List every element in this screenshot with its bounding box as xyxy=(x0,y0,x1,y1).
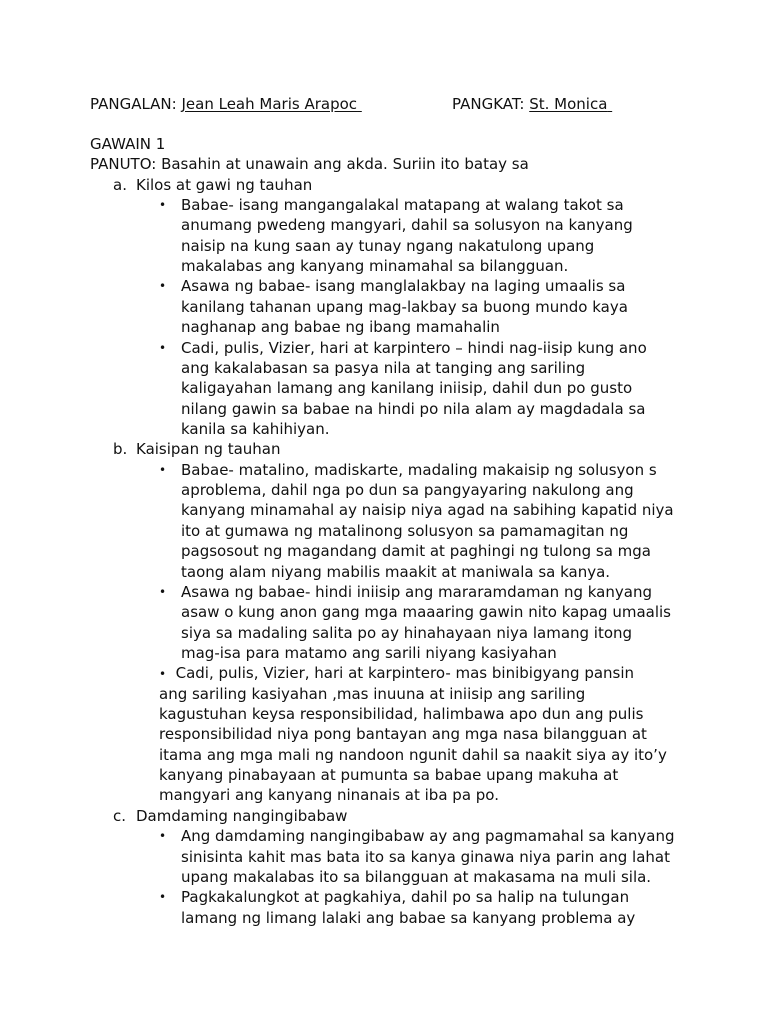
section-marker-a: a. xyxy=(113,176,127,194)
section-b-item-3-line-1-text: Cadi, pulis, Vizier, hari at karpintero- mas binibigyang pansin xyxy=(175,664,635,682)
section-c-item-2-line-2: lamang ng limang lalaki ang babae sa kanyang problema ay xyxy=(181,909,636,927)
group-label: PANGKAT: xyxy=(452,95,525,113)
section-a-item-1-line-4: makalabas ang kanyang minamahal sa bilangguan. xyxy=(181,257,569,275)
name-value: Jean Leah Maris Arapoc xyxy=(181,95,358,113)
section-c-item-1-line-2: sinisinta kahit mas bata ito sa kanya ginawa niya parin ang lahat xyxy=(181,848,670,866)
bullet-icon: • xyxy=(159,279,167,293)
section-a-item-3-line-1: Cadi, pulis, Vizier, hari at karpintero – hindi nag-iisip kung ano xyxy=(181,339,647,357)
name-field xyxy=(90,94,362,114)
bullet-icon: • xyxy=(159,463,167,477)
section-b-item-3-line-5: itama ang mga mali ng nandoon ngunit dahil sa naakit siya ay ito’y xyxy=(159,746,667,764)
section-marker-c: c. xyxy=(113,807,127,825)
bullet-icon: • xyxy=(159,829,167,843)
section-b-item-2-line-3: siya sa madaling salita po ay hinahayaan niya lamang itong xyxy=(181,624,633,642)
bullet-icon: • xyxy=(159,667,167,681)
section-a-item-2-line-2: kanilang tahanan upang mag-lakbay sa buong mundo kaya xyxy=(181,298,628,316)
bullet-icon: • xyxy=(159,341,167,355)
section-heading-c: Damdaming nangingibabaw xyxy=(136,807,348,825)
name-label: PANGALAN: xyxy=(90,95,177,113)
section-a-item-3-line-5: kanila sa kahihiyan. xyxy=(181,420,330,438)
section-a-item-1-line-1: Babae- isang mangangalakal matapang at walang takot sa xyxy=(181,196,624,214)
section-a-item-1-line-3: naisip na kung saan ay tunay ngang nakatulong upang xyxy=(181,237,595,255)
bullet-icon: • xyxy=(159,890,167,904)
section-b-item-1-line-5: pagsosout ng magandang damit at paghingi ng tulong sa mga xyxy=(181,542,651,560)
section-b-item-1-line-6: taong alam niyang mabilis maakit at maniwala sa kanya. xyxy=(181,563,611,581)
group-value: St. Monica xyxy=(529,95,608,113)
section-c-item-1-line-1: Ang damdaming nangingibabaw ay ang pagmamahal sa kanyang xyxy=(181,827,675,845)
group-field xyxy=(452,94,612,114)
bullet-icon: • xyxy=(159,198,167,212)
bullet-icon: • xyxy=(159,585,167,599)
section-b-item-3-line-7: mangyari ang kanyang ninanais at iba pa po. xyxy=(159,786,499,804)
section-b-item-3-line-2: ang sariling kasiyahan ,mas inuuna at iniisip ang sariling xyxy=(159,685,586,703)
section-b-item-3-line-1 xyxy=(159,663,634,684)
section-c-item-1-line-3: upang makalabas ito sa bilangguan at makasama na muli sila. xyxy=(181,868,652,886)
section-b-item-2-line-1: Asawa ng babae- hindi iniisip ang mararamdaman ng kanyang xyxy=(181,583,652,601)
section-b-item-1-line-4: ito at gumawa ng matalinong solusyon sa pamamagitan ng xyxy=(181,522,629,540)
section-b-item-3-line-4: responsibilidad niya pong bantayan ang mga nasa bilangguan at xyxy=(159,725,647,743)
section-b-item-2-line-2: asaw o kung anon gang mga maaaring gawin nito kapag umaalis xyxy=(181,603,671,621)
section-b-item-1-line-2: aproblema, dahil nga po dun sa pangyayaring nakulong ang xyxy=(181,481,634,499)
section-a-item-3-line-4: nilang gawin sa babae na hindi po nila alam ay magdadala sa xyxy=(181,400,646,418)
section-a-item-2-line-1: Asawa ng babae- isang manglalakbay na laging umaalis sa xyxy=(181,277,626,295)
section-a-item-1-line-2: anumang pwedeng mangyari, dahil sa solusyon na kanyang xyxy=(181,216,633,234)
section-b-item-3-line-3: kagustuhan keysa responsibilidad, halimbawa apo dun ang pulis xyxy=(159,705,644,723)
section-b-item-1-line-1: Babae- matalino, madiskarte, madaling makaisip ng solusyon s xyxy=(181,461,657,479)
section-a-item-2-line-3: naghanap ang babae ng ibang mamahalin xyxy=(181,318,500,336)
section-c-item-2-line-1: Pagkakalungkot at pagkahiya, dahil po sa halip na tulungan xyxy=(181,888,630,906)
section-b-item-2-line-4: mag-isa para matamo ang sarili niyang kasiyahan xyxy=(181,644,557,662)
section-heading-b: Kaisipan ng tauhan xyxy=(136,440,281,458)
section-heading-a: Kilos at gawi ng tauhan xyxy=(136,176,313,194)
section-b-item-3-line-6: kanyang pinabayaan at pumunta sa babae upang makuha at xyxy=(159,766,619,784)
activity-instruction: PANUTO: Basahin at unawain ang akda. Suriin ito batay sa xyxy=(90,155,529,173)
section-b-item-1-line-3: kanyang minamahal ay naisip niya agad na sabihing kapatid niya xyxy=(181,501,674,519)
section-a-item-3-line-3: kaligayahan lamang ang kanilang iniisip, dahil dun po gusto xyxy=(181,379,633,397)
activity-title: GAWAIN 1 xyxy=(90,135,166,153)
section-marker-b: b. xyxy=(113,440,128,458)
section-a-item-3-line-2: ang kakalabasan sa pasya nila at tanging ang sariling xyxy=(181,359,586,377)
